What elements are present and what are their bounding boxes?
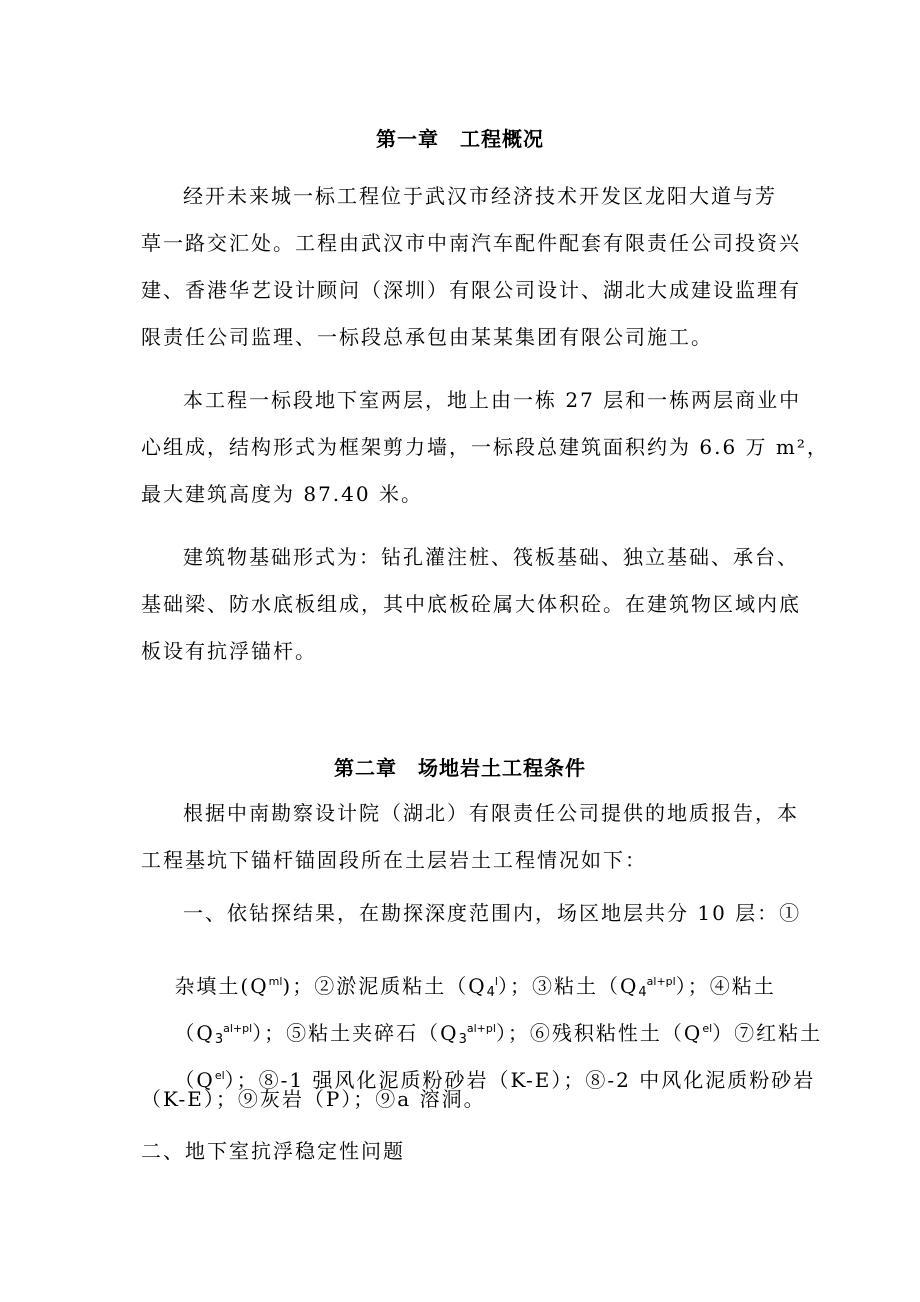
chapter1-title: 第一章 工程概况: [376, 127, 544, 151]
text-segment: ）；③粘土（Q: [497, 974, 639, 998]
superscript: al+pl: [466, 1022, 496, 1035]
text-segment: ）；④粘土: [675, 974, 776, 998]
superscript: al+pl: [223, 1022, 253, 1035]
chapter1-p1-line2: 草一路交汇处。工程由武汉市中南汽车配件配套有限责任公司投资兴: [141, 231, 801, 255]
text-segment: ）⑦红粘土: [712, 1021, 823, 1045]
text-segment: （Q: [174, 1021, 215, 1045]
chapter1-p3-line3: 板设有抗浮锚杆。: [141, 639, 317, 663]
superscript: el: [214, 1069, 225, 1082]
chapter1-p2-line2: 心组成，结构形式为框架剪力墙，一标段总建筑面积约为 6.6 万 m²，: [141, 435, 829, 459]
text-segment: ）；⑧-1 强风化泥质粉砂岩（K-E）；⑧-2 中风化泥质粉砂岩: [224, 1068, 816, 1092]
text-segment: 杂填土(Q: [174, 974, 269, 998]
chapter1-p3-line2: 基础梁、防水底板组成，其中底板砼属大体积砼。在建筑物区域内底: [141, 592, 801, 616]
chapter2-p1-line2: 工程基坑下锚杆锚固段所在土层岩土工程情况如下：: [141, 848, 647, 872]
chapter1-p1-line3: 建、香港华艺设计顾问（深圳）有限公司设计、湖北大成建设监理有: [141, 278, 801, 302]
chapter2-item1-line1: 一、依钻探结果，在勘探深度范围内，场区地层共分 10 层：①: [183, 901, 802, 925]
text-segment: ）；⑥残积粘性土（Q: [495, 1021, 703, 1045]
chapter2-item2-heading: 二、地下室抗浮稳定性问题: [141, 1139, 405, 1163]
superscript: el: [702, 1022, 713, 1035]
text-segment: ）；⑤粘土夹碎石（Q: [252, 1021, 459, 1045]
chapter1-p1-line4: 限责任公司监理、一标段总承包由某某集团有限公司施工。: [141, 325, 713, 349]
chapter1-p1-line1: 经开未来城一标工程位于武汉市经济技术开发区龙阳大道与芳: [183, 184, 777, 208]
chapter2-title: 第二章 场地岩土工程条件: [334, 756, 586, 780]
chapter2-p1-line1: 根据中南勘察设计院（湖北）有限责任公司提供的地质报告，本: [183, 801, 799, 825]
text-segment: )；②淤泥质粘土（Q: [282, 974, 487, 998]
superscript: al+pl: [646, 975, 676, 988]
chapter2-item1-line5: （K-E）；⑨灰岩（P）；⑨a 溶洞。: [141, 1087, 486, 1111]
subscript: 3: [214, 1032, 224, 1047]
subscript: 4: [486, 985, 495, 1000]
subscript: 4: [638, 985, 647, 1000]
subscript: 3: [458, 1032, 467, 1047]
text-segment: （Q: [174, 1068, 215, 1092]
chapter1-p2-line1: 本工程一标段地下室两层，地上由一栋 27 层和一栋两层商业中: [183, 388, 802, 412]
superscript: l: [494, 975, 498, 988]
superscript: ml: [268, 975, 283, 988]
chapter1-p3-line1: 建筑物基础形式为：钻孔灌注桩、筏板基础、独立基础、承台、: [183, 545, 799, 569]
chapter1-p2-line3: 最大建筑高度为 87.40 米。: [141, 482, 423, 506]
